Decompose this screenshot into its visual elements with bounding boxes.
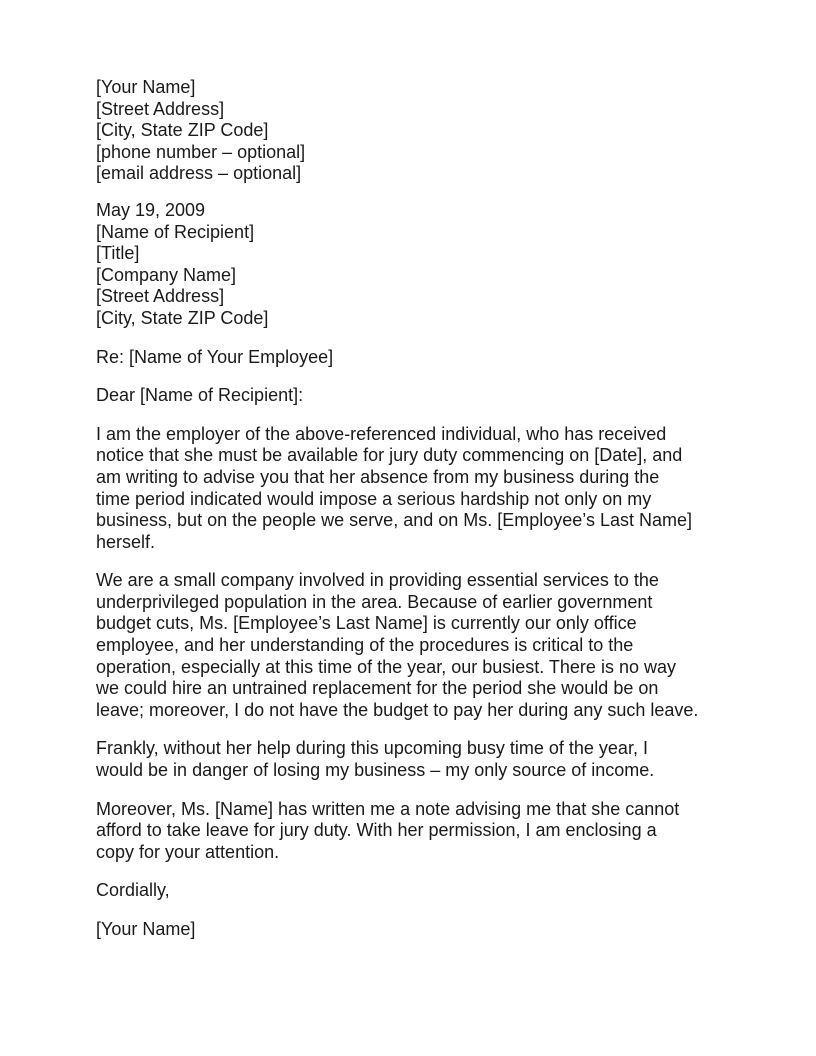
sender-address-block (96, 77, 736, 185)
paragraph-line: leave; moreover, I do not have the budget to pay her during any such leave. (96, 699, 699, 720)
sender-phone: [phone number – optional] (96, 141, 306, 162)
reference-line: Re: [Name of Your Employee] (96, 346, 334, 367)
paragraph-line: We are a small company involved in providing essential services to the (96, 570, 659, 591)
paragraph-line: we could hire an untrained replacement for the period she would be on (96, 678, 659, 699)
sender-street: [Street Address] (96, 98, 225, 119)
paragraph-line: time period indicated would impose a serious hardship not only on my (96, 488, 652, 509)
recipient-company: [Company Name] (96, 264, 237, 285)
body-paragraph-2 (96, 570, 736, 721)
recipient-name: [Name of Recipient] (96, 221, 255, 242)
paragraph-line: copy for your attention. (96, 841, 280, 862)
paragraph-line: operation, especially at this time of the year, our busiest. There is no way (96, 656, 676, 677)
paragraph-line: would be in danger of losing my business – my only source of income. (96, 760, 655, 781)
body-paragraph-4 (96, 799, 736, 864)
paragraph-line: am writing to advise you that her absence from my business during the (96, 466, 660, 487)
closing: Cordially, (96, 880, 170, 901)
sender-name: [Your Name] (96, 77, 196, 97)
date-and-recipient-block (96, 200, 736, 330)
recipient-city: [City, State ZIP Code] (96, 307, 269, 328)
reference-line-block (96, 347, 736, 369)
letter-page (96, 77, 736, 941)
body-paragraph-3 (96, 738, 736, 781)
paragraph-line: Frankly, without her help during this upcoming busy time of the year, I (96, 738, 648, 759)
paragraph-line: I am the employer of the above-referenced individual, who has received (96, 423, 667, 444)
recipient-street: [Street Address] (96, 286, 225, 307)
paragraph-line: afford to take leave for jury duty. With her permission, I am enclosing a (96, 820, 657, 841)
sender-email: [email address – optional] (96, 163, 302, 184)
recipient-title: [Title] (96, 243, 140, 264)
closing-block (96, 880, 736, 902)
body-paragraph-1 (96, 424, 736, 554)
paragraph-line: budget cuts, Ms. [Employee’s Last Name] is currently our only office (96, 613, 637, 634)
paragraph-line: business, but on the people we serve, and on Ms. [Employee’s Last Name] (96, 510, 693, 531)
paragraph-line: employee, and her understanding of the procedures is critical to the (96, 635, 634, 656)
letter-date: May 19, 2009 (96, 199, 206, 220)
paragraph-line: notice that she must be available for jury duty commencing on [Date], and (96, 445, 683, 466)
paragraph-line: underprivileged population in the area. Because of earlier government (96, 591, 653, 612)
paragraph-line: herself. (96, 531, 156, 552)
salutation-block (96, 385, 736, 407)
signature-name: [Your Name] (96, 919, 196, 939)
sender-city: [City, State ZIP Code] (96, 120, 269, 141)
salutation: Dear [Name of Recipient]: (96, 385, 304, 406)
signature-block (96, 919, 736, 941)
paragraph-line: Moreover, Ms. [Name] has written me a note advising me that she cannot (96, 798, 680, 819)
